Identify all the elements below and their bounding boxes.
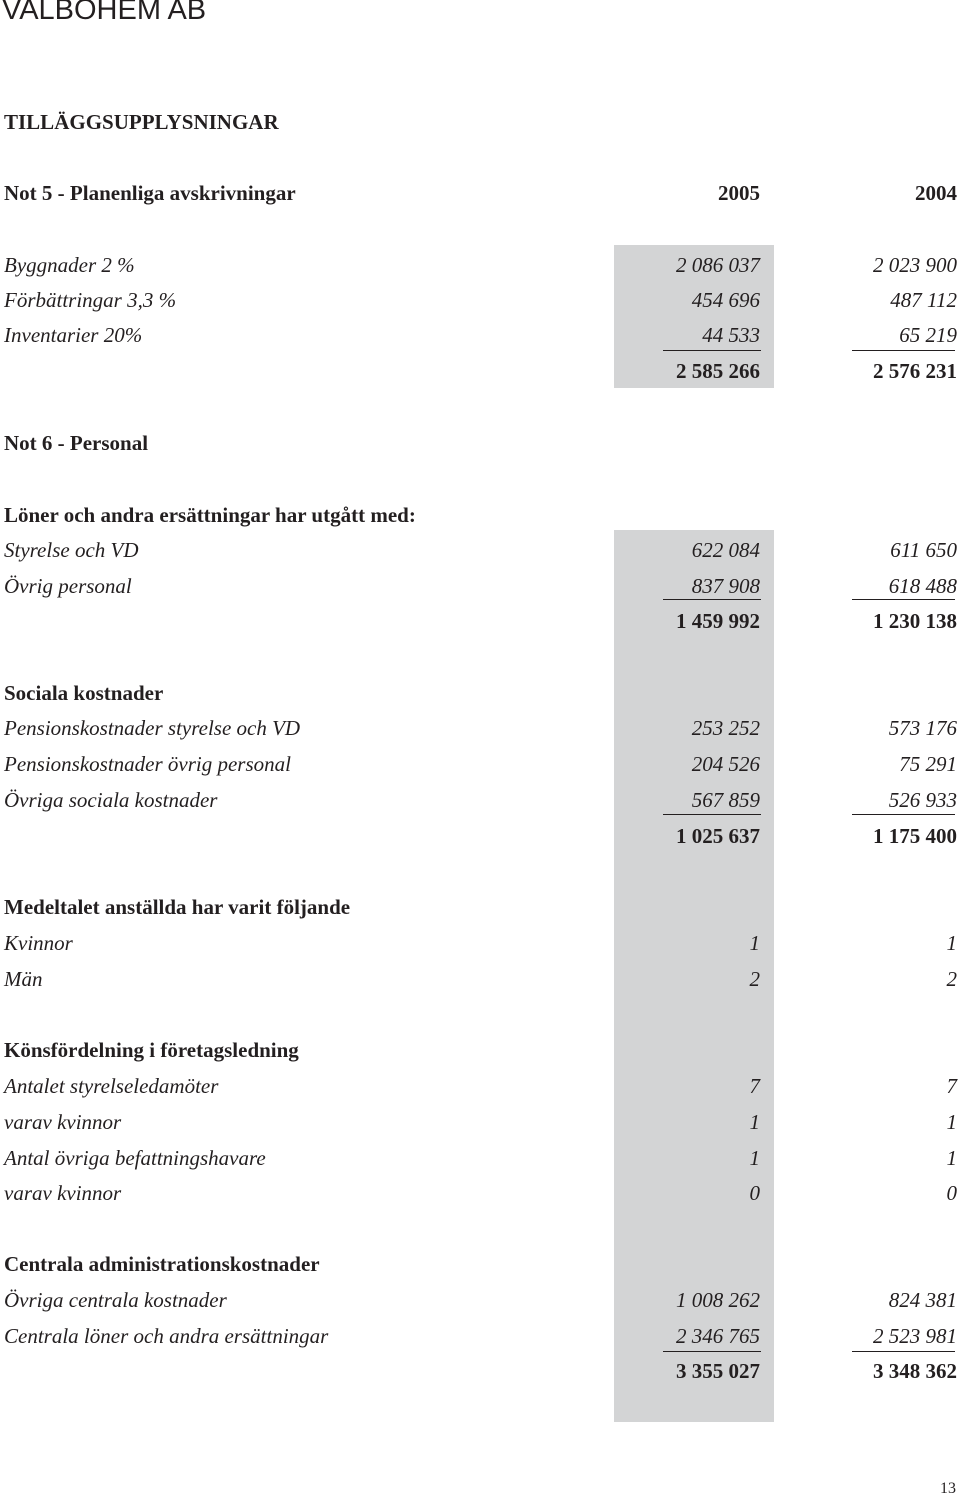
value-2005: 1 bbox=[749, 1110, 760, 1134]
sum-underline bbox=[852, 350, 955, 351]
value-2005: 2 346 765 bbox=[676, 1324, 760, 1348]
sum-underline bbox=[663, 599, 761, 600]
subsection-heading bbox=[0, 500, 960, 530]
row-label: Övrig personal bbox=[4, 574, 132, 598]
value-2005: 454 696 bbox=[691, 288, 760, 312]
value-2005: 0 bbox=[749, 1181, 760, 1205]
value-2005: 1 bbox=[749, 931, 760, 955]
social-heading: Sociala kostnader bbox=[4, 681, 164, 705]
subsection-heading bbox=[0, 892, 960, 922]
value-2004: 0 bbox=[946, 1181, 957, 1205]
note6-title: Not 6 - Personal bbox=[4, 431, 149, 455]
company-name: VALBOHEM AB bbox=[2, 0, 207, 26]
row-label: varav kvinnor bbox=[4, 1181, 122, 1205]
value-2004: 1 bbox=[946, 1110, 957, 1134]
total-2005: 3 355 027 bbox=[676, 1359, 760, 1383]
subsection-heading bbox=[0, 678, 960, 708]
central-heading: Centrala administrationskostnader bbox=[4, 1252, 320, 1276]
row-label: varav kvinnor bbox=[4, 1110, 122, 1134]
sum-underline bbox=[852, 1351, 955, 1352]
sum-underline bbox=[663, 814, 761, 815]
value-2004: 526 933 bbox=[888, 788, 957, 812]
sum-underline bbox=[852, 599, 955, 600]
row-label: Förbättringar 3,3 % bbox=[4, 288, 177, 312]
employees-heading: Medeltalet anställda har varit följande bbox=[4, 895, 351, 919]
gender-heading: Könsfördelning i företagsledning bbox=[4, 1038, 299, 1062]
row-label: Byggnader 2 % bbox=[4, 253, 135, 277]
value-2005: 253 252 bbox=[691, 716, 760, 740]
row-label: Män bbox=[4, 967, 43, 991]
value-2004: 487 112 bbox=[890, 288, 957, 312]
value-2005: 1 008 262 bbox=[676, 1288, 760, 1312]
value-2005: 1 bbox=[749, 1146, 760, 1170]
value-2005: 622 084 bbox=[691, 538, 760, 562]
value-2004: 2 bbox=[946, 967, 957, 991]
table-row bbox=[0, 320, 960, 350]
value-2005: 44 533 bbox=[702, 323, 760, 347]
table-row bbox=[0, 964, 960, 994]
value-2005: 2 086 037 bbox=[676, 253, 760, 277]
value-2004: 618 488 bbox=[888, 574, 957, 598]
total-2004: 3 348 362 bbox=[873, 1359, 957, 1383]
note6-header bbox=[0, 428, 960, 458]
row-label: Pensionskostnader övrig personal bbox=[4, 752, 291, 776]
row-label: Antalet styrelseledamöter bbox=[4, 1074, 219, 1098]
subsection-heading bbox=[0, 1249, 960, 1279]
value-2004: 611 650 bbox=[890, 538, 957, 562]
page-number: 13 bbox=[940, 1480, 956, 1497]
row-label: Kvinnor bbox=[4, 931, 73, 955]
subsection-heading bbox=[0, 1035, 960, 1065]
total-2004: 1 230 138 bbox=[873, 609, 957, 633]
section-title-text: TILLÄGGSUPPLYSNINGAR bbox=[4, 110, 279, 134]
value-2005: 204 526 bbox=[691, 752, 760, 776]
value-2005: 567 859 bbox=[691, 788, 760, 812]
value-2004: 65 219 bbox=[899, 323, 957, 347]
row-label: Övriga sociala kostnader bbox=[4, 788, 218, 812]
total-2004: 2 576 231 bbox=[873, 359, 957, 383]
table-row bbox=[0, 1107, 960, 1137]
value-2004: 1 bbox=[946, 931, 957, 955]
value-2004: 1 bbox=[946, 1146, 957, 1170]
row-label: Styrelse och VD bbox=[4, 538, 139, 562]
note5-header bbox=[0, 178, 960, 208]
table-row bbox=[0, 250, 960, 280]
table-row bbox=[0, 285, 960, 315]
total-2005: 1 025 637 bbox=[676, 824, 760, 848]
total-row bbox=[0, 356, 960, 386]
note5-title: Not 5 - Planenliga avskrivningar bbox=[4, 181, 296, 205]
value-2004: 2 523 981 bbox=[873, 1324, 957, 1348]
value-2004: 573 176 bbox=[888, 716, 957, 740]
row-label: Inventarier 20% bbox=[4, 323, 143, 347]
value-2005: 2 bbox=[749, 967, 760, 991]
sum-underline bbox=[663, 350, 761, 351]
row-label: Antal övriga befattningshavare bbox=[4, 1146, 266, 1170]
sum-underline bbox=[852, 814, 955, 815]
value-2005: 837 908 bbox=[691, 574, 760, 598]
row-label: Övriga centrala kostnader bbox=[4, 1288, 227, 1312]
table-row bbox=[0, 1321, 960, 1351]
total-row bbox=[0, 1356, 960, 1386]
salaries-heading: Löner och andra ersättningar har utgått med: bbox=[4, 503, 416, 527]
total-2005: 1 459 992 bbox=[676, 609, 760, 633]
total-row bbox=[0, 606, 960, 636]
value-2004: 75 291 bbox=[899, 752, 957, 776]
table-row bbox=[0, 1178, 960, 1208]
table-row bbox=[0, 535, 960, 565]
total-row bbox=[0, 821, 960, 851]
year-2004: 2004 bbox=[915, 181, 957, 205]
total-2005: 2 585 266 bbox=[676, 359, 760, 383]
table-row bbox=[0, 785, 960, 815]
section-title bbox=[0, 107, 960, 137]
table-row bbox=[0, 1071, 960, 1101]
value-2004: 2 023 900 bbox=[873, 253, 957, 277]
row-label: Pensionskostnader styrelse och VD bbox=[4, 716, 301, 740]
table-row bbox=[0, 1143, 960, 1173]
year-2005: 2005 bbox=[718, 181, 760, 205]
sum-underline bbox=[663, 1351, 761, 1352]
table-row bbox=[0, 571, 960, 601]
table-row bbox=[0, 749, 960, 779]
table-row bbox=[0, 1285, 960, 1315]
total-2004: 1 175 400 bbox=[873, 824, 957, 848]
value-2004: 7 bbox=[946, 1074, 957, 1098]
value-2005: 7 bbox=[749, 1074, 760, 1098]
table-row bbox=[0, 713, 960, 743]
row-label: Centrala löner och andra ersättningar bbox=[4, 1324, 329, 1348]
table-row bbox=[0, 928, 960, 958]
value-2004: 824 381 bbox=[888, 1288, 957, 1312]
